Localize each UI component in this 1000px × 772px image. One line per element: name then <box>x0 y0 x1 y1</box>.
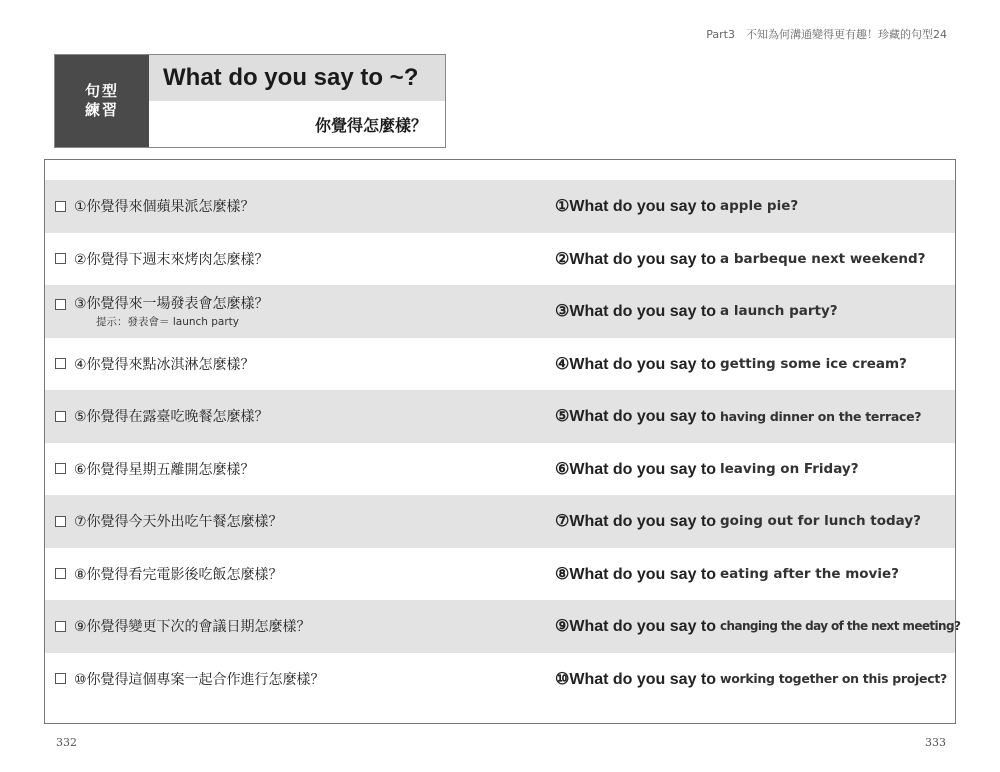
checkbox-icon[interactable] <box>55 253 66 264</box>
exercise-row-4 <box>45 338 955 391</box>
exercise-row-8 <box>45 548 955 601</box>
prompt-text: ③你覺得來一場發表會怎麼樣？ <box>74 296 269 313</box>
checkbox-icon[interactable] <box>55 299 66 310</box>
answer-tail: working together on this project? <box>720 671 947 687</box>
exercise-prompt <box>55 548 283 601</box>
answer-tail: having dinner on the terrace? <box>720 408 922 424</box>
answer-tail: eating after the movie? <box>720 565 899 582</box>
answer-tail: a launch party? <box>720 303 838 320</box>
answer-tail: getting some ice cream? <box>720 355 907 372</box>
checkbox-icon[interactable] <box>55 411 66 422</box>
checkbox-icon[interactable] <box>55 568 66 579</box>
answer-lead: ⑤What do you say to <box>555 408 717 426</box>
exercise-prompt <box>55 233 269 286</box>
exercise-answer <box>555 390 921 443</box>
exercise-prompt <box>55 180 255 233</box>
answer-lead: ⑦What do you say to <box>555 513 717 531</box>
answer-tail: apple pie? <box>720 198 799 215</box>
pattern-content <box>149 55 445 147</box>
exercise-box <box>44 159 961 724</box>
answer-lead: ④What do you say to <box>555 355 717 373</box>
exercise-answer <box>555 285 838 338</box>
pattern-chinese: 你覺得怎麼樣？ <box>314 115 427 135</box>
exercise-answer <box>555 338 907 391</box>
exercise-answer <box>555 548 899 601</box>
prompt-text: ⑥你覺得星期五離開怎麼樣？ <box>74 461 255 478</box>
exercise-row-7 <box>45 495 955 548</box>
exercise-list <box>45 180 961 705</box>
pattern-english: What do you say to ~? <box>149 55 445 101</box>
exercise-answer <box>555 653 947 706</box>
answer-lead: ⑩What do you say to <box>555 670 717 688</box>
prompt-text: ⑩你覺得這個專案一起合作進行怎麼樣？ <box>74 671 325 688</box>
pattern-tag-line1: 句型 <box>84 81 119 100</box>
checkbox-icon[interactable] <box>55 673 66 684</box>
prompt-text: ②你覺得下週末來烤肉怎麼樣？ <box>74 251 269 268</box>
answer-tail: a barbeque next weekend? <box>720 250 926 267</box>
exercise-prompt <box>55 338 255 391</box>
answer-tail: leaving on Friday? <box>720 460 859 477</box>
exercise-row-5 <box>45 390 955 443</box>
exercise-prompt <box>55 285 269 338</box>
page-number-left: 332 <box>56 736 77 749</box>
checkbox-icon[interactable] <box>55 201 66 212</box>
exercise-prompt <box>55 443 255 496</box>
checkbox-icon[interactable] <box>55 621 66 632</box>
answer-tail: changing the day of the next meeting? <box>720 619 961 634</box>
prompt-text: ⑧你覺得看完電影後吃飯怎麼樣？ <box>74 566 283 583</box>
exercise-answer <box>555 180 798 233</box>
exercise-row-1 <box>45 180 955 233</box>
prompt-text: ⑨你覺得變更下次的會議日期怎麼樣？ <box>74 619 311 636</box>
answer-tail: going out for lunch today? <box>720 513 921 530</box>
exercise-row-2 <box>45 233 955 286</box>
answer-lead: ③What do you say to <box>555 303 717 321</box>
exercise-row-3 <box>45 285 955 338</box>
exercise-prompt <box>55 600 311 653</box>
exercise-row-6 <box>45 443 955 496</box>
checkbox-icon[interactable] <box>55 358 66 369</box>
prompt-hint: 提示：發表會＝ launch party <box>96 316 240 329</box>
exercise-row-10 <box>45 653 955 706</box>
prompt-text: ④你覺得來點冰淇淋怎麼樣？ <box>74 356 255 373</box>
prompt-text: ①你覺得來個蘋果派怎麼樣？ <box>74 199 255 216</box>
checkbox-icon[interactable] <box>55 516 66 527</box>
exercise-answer <box>555 233 926 286</box>
running-header: Part3 不知為何溝通變得更有趣！珍藏的句型24 <box>706 28 947 41</box>
exercise-answer <box>555 443 859 496</box>
exercise-answer <box>555 600 960 653</box>
exercise-prompt <box>55 390 269 443</box>
answer-lead: ①What do you say to <box>555 198 717 216</box>
prompt-text: ⑦你覺得今天外出吃午餐怎麼樣？ <box>74 514 283 531</box>
checkbox-icon[interactable] <box>55 463 66 474</box>
pattern-tag <box>55 55 149 147</box>
exercise-answer <box>555 495 921 548</box>
exercise-prompt <box>55 653 325 706</box>
exercise-prompt <box>55 495 283 548</box>
answer-lead: ⑥What do you say to <box>555 460 717 478</box>
answer-lead: ⑧What do you say to <box>555 565 717 583</box>
prompt-text: ⑤你覺得在露臺吃晚餐怎麼樣？ <box>74 409 269 426</box>
answer-lead: ②What do you say to <box>555 250 717 268</box>
page-number-right: 333 <box>925 736 946 749</box>
answer-lead: ⑨What do you say to <box>555 618 717 636</box>
exercise-row-9 <box>45 600 961 653</box>
pattern-tag-line2: 練習 <box>84 101 119 119</box>
pattern-box <box>54 54 446 148</box>
